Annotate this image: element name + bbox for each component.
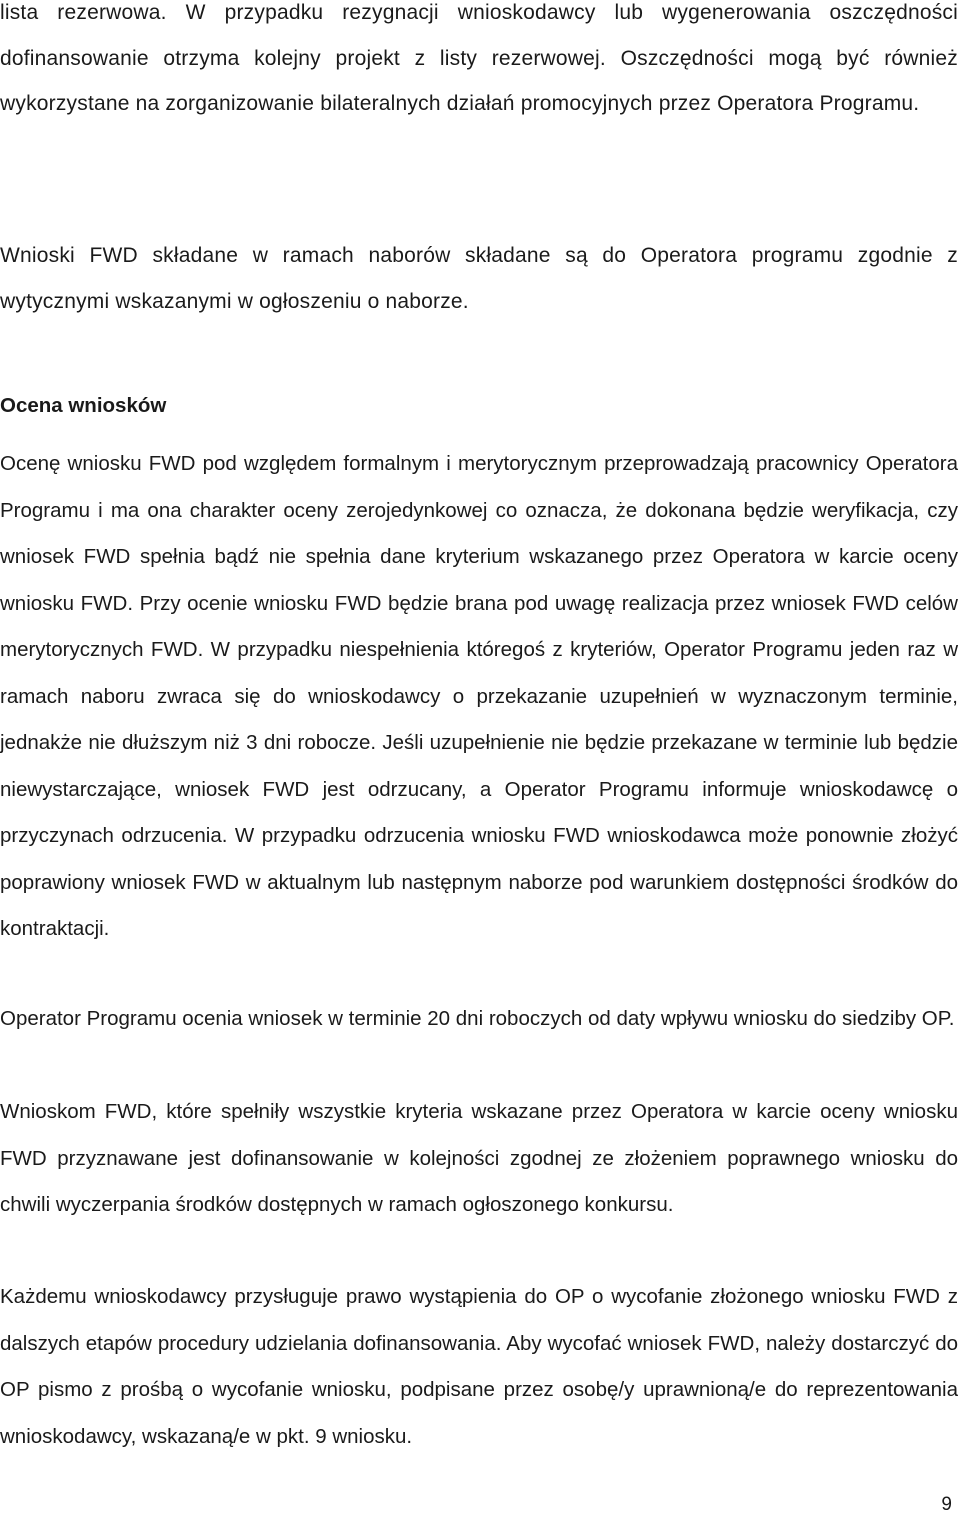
assessment-paragraph-1: Ocenę wniosku FWD pod względem formalnym i merytorycznym przeprowadzają pracownicy Operatora Programu i ma ona charakter oceny zerojedynkowej co oznacza, że dokonana będzie weryfikacja, czy wniosek FWD spełnia bądź nie spełnia dane kryterium wskazanego przez Operatora w karcie oceny wniosku FWD. Przy ocenie wniosku FWD będzie brana pod uwagę realizacja przez wniosek FWD celów merytorycznych FWD. W przypadku niespełnienia któregoś z kryteriów, Operator Programu jeden raz w ramach naboru zwraca się do wnioskodawcy o przekazanie uzupełnień w wyznaczonym terminie, jednakże nie dłuższym niż 3 dni robocze. Jeśli uzupełnienie nie będzie przekazane w terminie lub będzie niewystarczające, wniosek FWD jest odrzucany, a Operator Programu informuje wnioskodawcę o przyczynach odrzucenia. W przypadku odrzucenia wniosku FWD wnioskodawca może ponownie złożyć poprawiony wniosek FWD w aktualnym lub następnym naborze pod warunkiem dostępności środków do kontraktacji.	[0, 452, 958, 940]
assessment-paragraph-4: Każdemu wnioskodawcy przysługuje prawo wystąpienia do OP o wycofanie złożonego wniosku FWD z dalszych etapów procedury udzielania dofinansowania. Aby wycofać wniosek FWD, należy dostarczyć do OP pismo z prośbą o wycofanie wniosku, podpisane przez osobę/y uprawnioną/e do reprezentowania wnioskodawcy, wskazaną/e w pkt. 9 wniosku.	[0, 1285, 958, 1448]
intro-paragraph: lista rezerwowa. W przypadku rezygnacji wnioskodawcy lub wygenerowania oszczędności dofinansowanie otrzyma kolejny projekt z listy rezerwowej. Oszczędności mogą być również wykorzystane na zorganizowanie bilateralnych działań promocyjnych przez Operatora Programu.	[0, 1, 958, 115]
section-heading: Ocena wniosków	[0, 394, 167, 417]
page-number: 9	[941, 1494, 952, 1515]
assessment-paragraph-3: Wnioskom FWD, które spełniły wszystkie kryteria wskazane przez Operatora w karcie oceny wniosku FWD przyznawane jest dofinansowanie w kolejności zgodnej ze złożeniem poprawnego wniosku do chwili wyczerpania środków dostępnych w ramach ogłoszonego konkursu.	[0, 1100, 958, 1216]
submission-paragraph: Wnioski FWD składane w ramach naborów składane są do Operatora programu zgodnie z wytycznymi wskazanymi w ogłoszeniu o naborze.	[0, 244, 958, 313]
assessment-paragraph-2: Operator Programu ocenia wniosek w terminie 20 dni roboczych od daty wpływu wniosku do siedziby OP.	[0, 1007, 955, 1030]
